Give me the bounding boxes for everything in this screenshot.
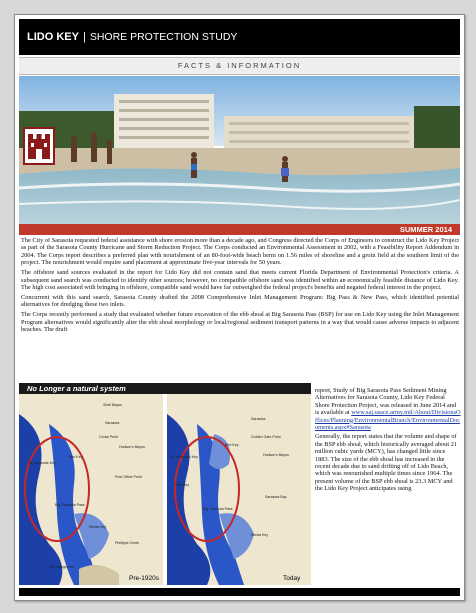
map-label: Shell Bayou (103, 403, 123, 407)
fact-sheet-page (14, 14, 465, 601)
page-title: LIDO KEY (27, 31, 79, 43)
castle-icon (25, 129, 53, 163)
paragraph: The offshore sand sources evaluated in the report for Lido Key did not contain sand that meets current Florida Department of Environmental Protection's criteria. A subsequent sand search was conducted to identify other sources; however, no compatible offshore sand was identified within an economically feasible distance of Lido Key. The high cost associated with bringing in offshore, compatible sand would have far outweighed the federal project's benefits and negated federal interest in the project. (21, 269, 459, 291)
season-banner: SUMMER 2014 (19, 224, 460, 235)
paragraph: Concurrent with this sand search, Sarasota County drafted the 2008 Comprehensive Inlet Management Program: Big Pass & New Pass, which identified potential alternatives for dredging these two inlets. (21, 293, 459, 309)
map-label: Phillippe Creek (115, 541, 140, 545)
map-label: Big Sarasota Pass (203, 507, 233, 511)
map-era-left: Pre-1920s (129, 575, 159, 582)
map-era-right: Today (283, 575, 301, 582)
map-label: Sarasota (251, 417, 266, 421)
map-label: Sarasota (105, 421, 120, 425)
map-label: Siesta Key (89, 525, 107, 529)
map-label: Hudson's Bayou (263, 453, 290, 457)
main-article (21, 237, 459, 336)
paragraph: The City of Sarasota requested federal assistance with shore erosion more than a decade ago, and Congress directed the Corps of Engineers to construct the Lido Key Project as part of the Sarasota County Hurricane and Storm Reduction Project. The Corps conducted an Environmental Assessment in 2002, with a Feasibility Report Addendum in 2004. The Corps report describes a preferred plan with nourishment of an 80-foot-wide beach berm on 1.56 miles of shoreline and a groin field at the southern limit of the project. The nourishment would require sand placement at approximate five-year intervals for 50 years. (21, 237, 459, 267)
section-label: FACTS & INFORMATION (19, 57, 460, 75)
map-label: The Mangroves (49, 565, 74, 569)
paragraph: The Corps recently performed a study that evaluated whether future excavation of the ebb shoal at Big Sarasota Pass (BSP) for use on Lido Key using the Inlet Management Program alternatives would significantly alter the ebb shoal morphology or local/regional sediment transport patterns in a way that would cause adverse impacts to adjacent beaches. The draft (21, 311, 459, 333)
historical-map-comparison (19, 383, 311, 585)
map-title: No Longer a natural system (19, 383, 311, 394)
beach-photo (19, 76, 460, 224)
map-label: Big Sarasota Pass (55, 503, 85, 507)
usace-castle-logo (23, 127, 55, 165)
sidebar-paragraph (315, 387, 461, 431)
map-illustration (19, 394, 311, 585)
map-label: St. Armands Key (171, 455, 198, 459)
map-label: Lido Key (175, 483, 189, 487)
sidebar-article (315, 387, 461, 495)
map-label: St. Armands Key (29, 461, 56, 465)
map-label: Bird Key (69, 455, 83, 459)
map-label: Bird Key (225, 443, 239, 447)
map-label: Sarasota Bay (265, 495, 287, 499)
page-subtitle: SHORE PROTECTION STUDY (89, 31, 238, 43)
sidebar-paragraph: Generally, the report states that the volume and shape of the BSP ebb shoal, which historically averaged about 21 million cubic yards (MCY), has changed little since 1883. The size of the ebb shoal has increased in the recent decade due to sand drifting off of Lido Beach, which was renourished multiple times since 1964. The present volume of the BSP ebb shoal is 23.3 MCY and the Lido Key Project anticipates using (315, 433, 457, 493)
footer-bar (19, 588, 460, 596)
title-bar (19, 19, 460, 55)
map-label: Golden Gate Point (251, 435, 281, 439)
map-label: Hudson's Bayou (119, 445, 146, 449)
title-separator: | (82, 31, 86, 43)
sidebar-text: report, Study of Big Sarasota Pass Sediment Mining Alternatives for Sarasota County, Lido Key Federal Shore Protection Project, was released in June 2014 and is available at (315, 387, 457, 417)
map-label: Post Office Point (115, 475, 142, 479)
beach-photo-illustration (19, 76, 460, 224)
map-label: Siesta Key (251, 533, 269, 537)
report-link[interactable]: www.saj.usace.army.mil/About/DivisionsOffices/Planning/EnvironmentalBranch/EnvironmentalDocuments.aspx#Sarasota (315, 409, 461, 432)
map-label: Cedar Point (99, 435, 118, 439)
